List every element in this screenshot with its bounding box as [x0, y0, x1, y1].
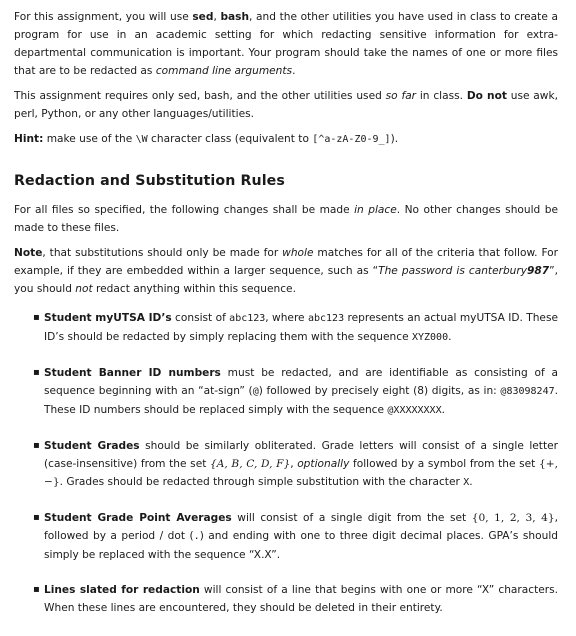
text: consist of	[171, 312, 230, 324]
rule-text	[44, 509, 558, 564]
example-quote-bold	[527, 265, 549, 277]
rule-text	[44, 581, 558, 617]
text: ,	[290, 458, 298, 470]
list-item	[14, 309, 558, 347]
math-set: {A, B, C, D, F}	[210, 458, 291, 470]
text: use awk, perl, Python, or any other languages/utilities.	[14, 90, 558, 120]
text: , followed by a period / dot (	[44, 512, 559, 542]
text: .	[441, 404, 445, 416]
code-snippet: @	[252, 386, 259, 397]
code-snippet: [^a-zA-Z0-9_]	[312, 134, 391, 145]
rule-title: Student Banner ID numbers	[44, 367, 221, 379]
list-item	[14, 509, 558, 564]
rule-text	[44, 364, 558, 420]
sed-keyword: sed	[192, 11, 214, 23]
emphasis: in place	[354, 204, 397, 216]
emphasis: optionally	[297, 458, 350, 470]
text: ) followed by precisely eight (8) digits, as in:	[258, 385, 501, 397]
text: will consist of a single digit from the set	[231, 512, 472, 524]
note-label: Note	[14, 247, 43, 259]
text: ).	[390, 133, 399, 145]
bullet-icon: ▪	[33, 512, 40, 523]
text: . These ID numbers should be replaced simply with the sequence	[44, 385, 558, 416]
text: ,	[213, 11, 221, 23]
strong-text: Do not	[466, 90, 507, 102]
text: .	[448, 331, 452, 343]
bullet-icon: ▪	[33, 367, 40, 378]
text: For this assignment, you will use	[14, 11, 193, 23]
hint-label: Hint:	[14, 133, 44, 145]
example-quote: The password is canterbury	[378, 265, 528, 277]
emphasis: whole	[282, 247, 314, 259]
math-set: {0, 1, 2, 3, 4}	[471, 512, 555, 524]
text: This assignment requires only sed, bash, and the other utilities used	[14, 90, 386, 102]
code-snippet: XYZ000	[411, 332, 449, 343]
code-snippet: .	[193, 531, 200, 542]
bullet-icon: ▪	[33, 440, 40, 451]
bash-keyword: bash	[220, 11, 250, 23]
code-snippet: abc123	[229, 313, 266, 324]
text: will consist of a line that begins with one or more “X” characters. When these lines are encountered, they should be deleted in their entirety.	[44, 584, 558, 614]
section-heading: Redaction and Substitution Rules	[14, 173, 285, 189]
rule-text	[44, 437, 558, 492]
bullet-icon: ▪	[33, 312, 40, 323]
intro-paragraph	[14, 8, 558, 80]
text: ) and ending with one to three digit decimal places. GPA’s should simply be replaced with the sequence “X.X”.	[44, 530, 558, 561]
text: , where	[265, 312, 308, 324]
text: For all files so specified, the following changes shall be made	[14, 204, 355, 216]
rule-text	[44, 309, 558, 347]
text: , that substitutions should only be made for	[42, 247, 283, 259]
math-set: {+, −}	[44, 458, 558, 488]
rule-title: Lines slated for redaction	[44, 584, 200, 596]
text: matches for all of the criteria that follow. For example, if they are embedded within a larger sequence, such as “	[14, 247, 558, 277]
text: , and the other utilities you have used in class to create a program for use in an academic setting for which redacting sensitive information for extra-departmental communication is important. Your program should take the names of one or more files that are to be redacted as	[14, 11, 558, 77]
list-item	[14, 581, 558, 617]
bullet-icon: ▪	[33, 584, 40, 595]
list-item	[14, 437, 558, 492]
text: ”, you should	[14, 265, 558, 295]
section-paragraph	[14, 201, 558, 237]
note-paragraph	[14, 244, 558, 298]
text: . No other changes should be made to these files.	[14, 204, 558, 234]
rule-title: Student myUTSA ID’s	[44, 312, 172, 324]
text: redact anything within this sequence.	[92, 283, 296, 295]
emphasis: not	[75, 283, 93, 295]
rules-list	[14, 309, 558, 617]
text: . Grades should be redacted through simple substitution with the character	[59, 476, 464, 488]
rule-title: Student Grades	[44, 440, 140, 452]
text: .	[469, 476, 473, 488]
text: followed by a symbol from the set	[349, 458, 539, 470]
text: make use of the	[43, 133, 136, 145]
requirements-paragraph	[14, 87, 558, 123]
rule-title: Student Grade Point Averages	[44, 512, 232, 524]
code-snippet: abc123	[307, 313, 345, 324]
emphasis: so far	[385, 90, 417, 102]
example-quote-digits: 987	[527, 265, 550, 277]
list-item	[14, 364, 558, 420]
emphasis: command line arguments	[155, 65, 293, 77]
code-snippet: @XXXXXXXX	[387, 405, 442, 416]
hint-paragraph	[14, 130, 558, 149]
text: character class (equivalent to	[147, 133, 313, 145]
text: must be redacted, and are identifiable as consisting of a sequence beginning with an “at-sign” (	[44, 367, 559, 397]
text: should be similarly obliterated. Grade letters will consist of a single letter (case-insensitive) from the set	[44, 440, 558, 470]
code-snippet: @83098247	[500, 386, 555, 397]
text: .	[292, 65, 296, 77]
text: represents an actual myUTSA ID. These ID’s should be redacted by simply replacing them with the sequence	[44, 312, 558, 343]
code-snippet: \W	[135, 134, 148, 145]
text: in class.	[416, 90, 467, 102]
code-snippet: X	[463, 477, 470, 488]
